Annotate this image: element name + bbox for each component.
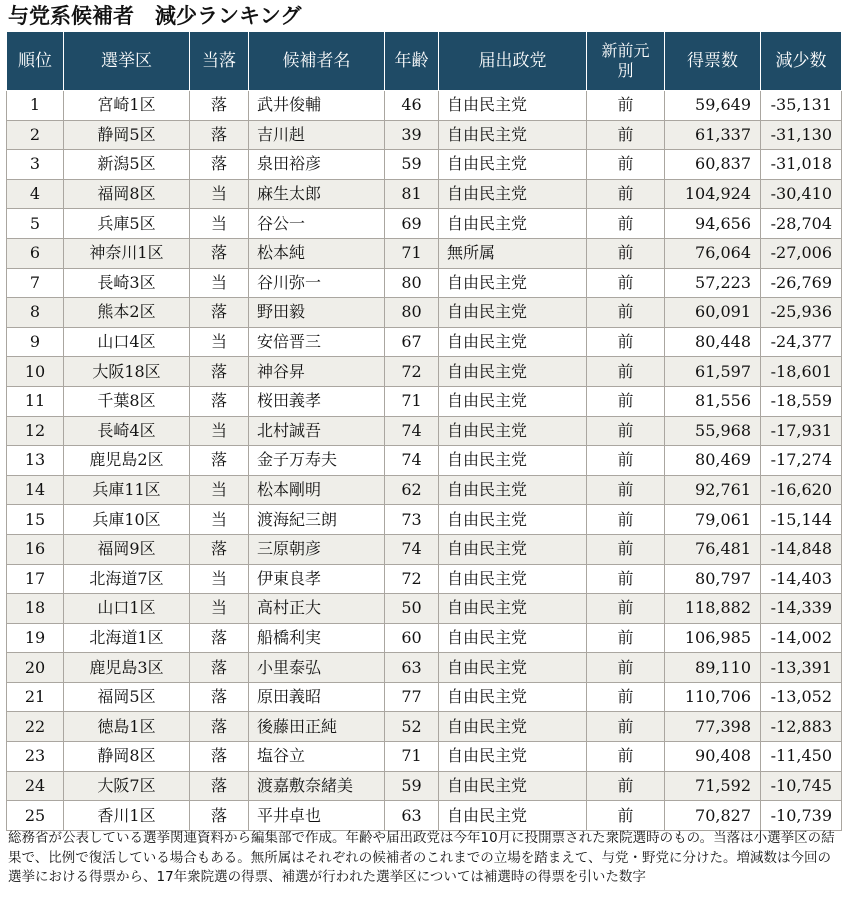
age-cell: 80 xyxy=(385,268,439,298)
status-cell: 前 xyxy=(587,505,665,535)
table-row xyxy=(7,682,842,712)
rank-cell: 9 xyxy=(7,327,64,357)
decrease-cell: -35,131 xyxy=(761,91,842,121)
header-votes: 得票数 xyxy=(665,32,761,91)
status-cell: 前 xyxy=(587,179,665,209)
table-row xyxy=(7,120,842,150)
votes-cell: 71,592 xyxy=(665,771,761,801)
age-cell: 72 xyxy=(385,564,439,594)
age-cell: 74 xyxy=(385,446,439,476)
result-cell: 当 xyxy=(190,505,249,535)
decrease-cell: -24,377 xyxy=(761,327,842,357)
result-cell: 落 xyxy=(190,534,249,564)
rank-cell: 2 xyxy=(7,120,64,150)
table-row xyxy=(7,742,842,772)
decrease-cell: -10,745 xyxy=(761,771,842,801)
rank-cell: 17 xyxy=(7,564,64,594)
header-party: 届出政党 xyxy=(439,32,587,91)
status-cell: 前 xyxy=(587,475,665,505)
decrease-cell: -26,769 xyxy=(761,268,842,298)
table-row xyxy=(7,238,842,268)
candidate-cell: 平井卓也 xyxy=(249,801,385,831)
party-cell: 自由民主党 xyxy=(439,298,587,328)
candidate-cell: 北村誠吾 xyxy=(249,416,385,446)
district-cell: 北海道1区 xyxy=(64,623,190,653)
party-cell: 自由民主党 xyxy=(439,623,587,653)
table-row xyxy=(7,298,842,328)
rank-cell: 25 xyxy=(7,801,64,831)
votes-cell: 59,649 xyxy=(665,91,761,121)
district-cell: 鹿児島2区 xyxy=(64,446,190,476)
age-cell: 80 xyxy=(385,298,439,328)
status-cell: 前 xyxy=(587,534,665,564)
age-cell: 46 xyxy=(385,91,439,121)
decrease-cell: -27,006 xyxy=(761,238,842,268)
votes-cell: 60,091 xyxy=(665,298,761,328)
result-cell: 落 xyxy=(190,446,249,476)
age-cell: 63 xyxy=(385,801,439,831)
age-cell: 59 xyxy=(385,771,439,801)
candidate-cell: 吉川赳 xyxy=(249,120,385,150)
table-row xyxy=(7,594,842,624)
footnote: 総務省が公表している選挙関連資料から編集部で作成。年齢や届出政党は今年10月に投開票された衆院選時のもの。当落は小選挙区の結果で、比例で復活している場合もある。無所属はそれぞれの候補者のこれまでの立場を踏まえて、与党・野党に分けた。増減数は今回の選挙における得票から、17年衆院選の得票、補選が行われた選挙区については補選時の得票を引いた数字 xyxy=(8,830,835,885)
district-cell: 静岡5区 xyxy=(64,120,190,150)
result-cell: 落 xyxy=(190,712,249,742)
decrease-cell: -11,450 xyxy=(761,742,842,772)
votes-cell: 80,448 xyxy=(665,327,761,357)
votes-cell: 106,985 xyxy=(665,623,761,653)
party-cell: 自由民主党 xyxy=(439,564,587,594)
status-cell: 前 xyxy=(587,357,665,387)
age-cell: 50 xyxy=(385,594,439,624)
district-cell: 鹿児島3区 xyxy=(64,653,190,683)
result-cell: 当 xyxy=(190,327,249,357)
district-cell: 福岡8区 xyxy=(64,179,190,209)
votes-cell: 57,223 xyxy=(665,268,761,298)
page-title: 与党系候補者 減少ランキング xyxy=(8,4,302,28)
decrease-cell: -14,002 xyxy=(761,623,842,653)
age-cell: 71 xyxy=(385,386,439,416)
votes-cell: 60,837 xyxy=(665,150,761,180)
decrease-cell: -31,018 xyxy=(761,150,842,180)
header-candidate: 候補者名 xyxy=(249,32,385,91)
age-cell: 63 xyxy=(385,653,439,683)
decrease-cell: -25,936 xyxy=(761,298,842,328)
status-cell: 前 xyxy=(587,742,665,772)
rank-cell: 1 xyxy=(7,91,64,121)
age-cell: 62 xyxy=(385,475,439,505)
status-cell: 前 xyxy=(587,564,665,594)
district-cell: 福岡9区 xyxy=(64,534,190,564)
district-cell: 宮崎1区 xyxy=(64,91,190,121)
candidate-cell: 松本剛明 xyxy=(249,475,385,505)
district-cell: 神奈川1区 xyxy=(64,238,190,268)
table-row xyxy=(7,534,842,564)
rank-cell: 20 xyxy=(7,653,64,683)
status-cell: 前 xyxy=(587,91,665,121)
rank-cell: 18 xyxy=(7,594,64,624)
result-cell: 落 xyxy=(190,771,249,801)
result-cell: 落 xyxy=(190,357,249,387)
party-cell: 自由民主党 xyxy=(439,505,587,535)
votes-cell: 55,968 xyxy=(665,416,761,446)
party-cell: 無所属 xyxy=(439,238,587,268)
header-decrease: 減少数 xyxy=(761,32,842,91)
age-cell: 60 xyxy=(385,623,439,653)
result-cell: 当 xyxy=(190,179,249,209)
age-cell: 77 xyxy=(385,682,439,712)
rank-cell: 16 xyxy=(7,534,64,564)
age-cell: 73 xyxy=(385,505,439,535)
votes-cell: 80,797 xyxy=(665,564,761,594)
party-cell: 自由民主党 xyxy=(439,446,587,476)
votes-cell: 61,597 xyxy=(665,357,761,387)
table-row xyxy=(7,446,842,476)
decrease-cell: -18,559 xyxy=(761,386,842,416)
result-cell: 落 xyxy=(190,682,249,712)
votes-cell: 104,924 xyxy=(665,179,761,209)
age-cell: 52 xyxy=(385,712,439,742)
decrease-cell: -30,410 xyxy=(761,179,842,209)
rank-cell: 10 xyxy=(7,357,64,387)
district-cell: 千葉8区 xyxy=(64,386,190,416)
district-cell: 徳島1区 xyxy=(64,712,190,742)
candidate-cell: 桜田義孝 xyxy=(249,386,385,416)
decrease-cell: -14,403 xyxy=(761,564,842,594)
header-status: 新前元別 xyxy=(587,32,665,91)
candidate-cell: 谷公一 xyxy=(249,209,385,239)
status-cell: 前 xyxy=(587,327,665,357)
votes-cell: 90,408 xyxy=(665,742,761,772)
rank-cell: 7 xyxy=(7,268,64,298)
table-row xyxy=(7,801,842,831)
status-cell: 前 xyxy=(587,446,665,476)
party-cell: 自由民主党 xyxy=(439,120,587,150)
party-cell: 自由民主党 xyxy=(439,91,587,121)
party-cell: 自由民主党 xyxy=(439,771,587,801)
rank-cell: 12 xyxy=(7,416,64,446)
result-cell: 落 xyxy=(190,623,249,653)
result-cell: 落 xyxy=(190,801,249,831)
district-cell: 長崎4区 xyxy=(64,416,190,446)
party-cell: 自由民主党 xyxy=(439,534,587,564)
age-cell: 69 xyxy=(385,209,439,239)
result-cell: 落 xyxy=(190,91,249,121)
party-cell: 自由民主党 xyxy=(439,150,587,180)
rank-cell: 13 xyxy=(7,446,64,476)
candidate-cell: 高村正大 xyxy=(249,594,385,624)
votes-cell: 81,556 xyxy=(665,386,761,416)
decrease-cell: -17,931 xyxy=(761,416,842,446)
party-cell: 自由民主党 xyxy=(439,801,587,831)
result-cell: 落 xyxy=(190,150,249,180)
table-row xyxy=(7,209,842,239)
result-cell: 当 xyxy=(190,416,249,446)
district-cell: 香川1区 xyxy=(64,801,190,831)
age-cell: 39 xyxy=(385,120,439,150)
district-cell: 兵庫11区 xyxy=(64,475,190,505)
decrease-cell: -12,883 xyxy=(761,712,842,742)
rank-cell: 5 xyxy=(7,209,64,239)
district-cell: 熊本2区 xyxy=(64,298,190,328)
header-district: 選挙区 xyxy=(64,32,190,91)
age-cell: 71 xyxy=(385,238,439,268)
age-cell: 72 xyxy=(385,357,439,387)
party-cell: 自由民主党 xyxy=(439,653,587,683)
result-cell: 当 xyxy=(190,594,249,624)
status-cell: 前 xyxy=(587,386,665,416)
result-cell: 当 xyxy=(190,564,249,594)
result-cell: 当 xyxy=(190,209,249,239)
header-rank: 順位 xyxy=(7,32,64,91)
status-cell: 前 xyxy=(587,120,665,150)
votes-cell: 61,337 xyxy=(665,120,761,150)
age-cell: 59 xyxy=(385,150,439,180)
status-cell: 前 xyxy=(587,771,665,801)
rank-cell: 15 xyxy=(7,505,64,535)
status-cell: 前 xyxy=(587,150,665,180)
result-cell: 落 xyxy=(190,120,249,150)
party-cell: 自由民主党 xyxy=(439,386,587,416)
status-cell: 前 xyxy=(587,268,665,298)
candidate-cell: 伊東良孝 xyxy=(249,564,385,594)
table-row xyxy=(7,653,842,683)
decrease-cell: -31,130 xyxy=(761,120,842,150)
decrease-cell: -14,848 xyxy=(761,534,842,564)
table-row xyxy=(7,475,842,505)
district-cell: 福岡5区 xyxy=(64,682,190,712)
rank-cell: 8 xyxy=(7,298,64,328)
result-cell: 落 xyxy=(190,653,249,683)
rank-cell: 22 xyxy=(7,712,64,742)
rank-cell: 21 xyxy=(7,682,64,712)
result-cell: 落 xyxy=(190,238,249,268)
party-cell: 自由民主党 xyxy=(439,475,587,505)
header-result: 当落 xyxy=(190,32,249,91)
table-row xyxy=(7,416,842,446)
table-row xyxy=(7,386,842,416)
district-cell: 新潟5区 xyxy=(64,150,190,180)
party-cell: 自由民主党 xyxy=(439,268,587,298)
table-row xyxy=(7,564,842,594)
candidate-cell: 谷川弥一 xyxy=(249,268,385,298)
party-cell: 自由民主党 xyxy=(439,594,587,624)
rank-cell: 14 xyxy=(7,475,64,505)
status-cell: 前 xyxy=(587,653,665,683)
party-cell: 自由民主党 xyxy=(439,357,587,387)
age-cell: 71 xyxy=(385,742,439,772)
age-cell: 74 xyxy=(385,416,439,446)
decrease-cell: -16,620 xyxy=(761,475,842,505)
candidate-cell: 武井俊輔 xyxy=(249,91,385,121)
status-cell: 前 xyxy=(587,623,665,653)
party-cell: 自由民主党 xyxy=(439,712,587,742)
candidate-cell: 原田義昭 xyxy=(249,682,385,712)
rank-cell: 4 xyxy=(7,179,64,209)
votes-cell: 70,827 xyxy=(665,801,761,831)
candidate-cell: 神谷昇 xyxy=(249,357,385,387)
votes-cell: 118,882 xyxy=(665,594,761,624)
candidate-cell: 麻生太郎 xyxy=(249,179,385,209)
ranking-table xyxy=(6,31,842,831)
rank-cell: 24 xyxy=(7,771,64,801)
district-cell: 北海道7区 xyxy=(64,564,190,594)
votes-cell: 92,761 xyxy=(665,475,761,505)
rank-cell: 3 xyxy=(7,150,64,180)
district-cell: 山口1区 xyxy=(64,594,190,624)
result-cell: 当 xyxy=(190,475,249,505)
votes-cell: 94,656 xyxy=(665,209,761,239)
status-cell: 前 xyxy=(587,712,665,742)
rank-cell: 6 xyxy=(7,238,64,268)
party-cell: 自由民主党 xyxy=(439,416,587,446)
status-cell: 前 xyxy=(587,594,665,624)
candidate-cell: 金子万寿夫 xyxy=(249,446,385,476)
table-row xyxy=(7,505,842,535)
age-cell: 67 xyxy=(385,327,439,357)
party-cell: 自由民主党 xyxy=(439,327,587,357)
age-cell: 74 xyxy=(385,534,439,564)
result-cell: 落 xyxy=(190,742,249,772)
district-cell: 山口4区 xyxy=(64,327,190,357)
status-cell: 前 xyxy=(587,416,665,446)
table-row xyxy=(7,623,842,653)
party-cell: 自由民主党 xyxy=(439,742,587,772)
candidate-cell: 後藤田正純 xyxy=(249,712,385,742)
status-cell: 前 xyxy=(587,238,665,268)
candidate-cell: 小里泰弘 xyxy=(249,653,385,683)
table-row xyxy=(7,357,842,387)
votes-cell: 76,064 xyxy=(665,238,761,268)
votes-cell: 76,481 xyxy=(665,534,761,564)
table-row xyxy=(7,268,842,298)
decrease-cell: -13,391 xyxy=(761,653,842,683)
votes-cell: 77,398 xyxy=(665,712,761,742)
result-cell: 落 xyxy=(190,298,249,328)
decrease-cell: -14,339 xyxy=(761,594,842,624)
party-cell: 自由民主党 xyxy=(439,682,587,712)
votes-cell: 110,706 xyxy=(665,682,761,712)
votes-cell: 80,469 xyxy=(665,446,761,476)
status-cell: 前 xyxy=(587,209,665,239)
decrease-cell: -13,052 xyxy=(761,682,842,712)
candidate-cell: 三原朝彦 xyxy=(249,534,385,564)
table-row xyxy=(7,150,842,180)
status-cell: 前 xyxy=(587,682,665,712)
candidate-cell: 船橋利実 xyxy=(249,623,385,653)
candidate-cell: 泉田裕彦 xyxy=(249,150,385,180)
table-header-row xyxy=(7,32,842,91)
candidate-cell: 松本純 xyxy=(249,238,385,268)
status-cell: 前 xyxy=(587,801,665,831)
votes-cell: 89,110 xyxy=(665,653,761,683)
candidate-cell: 安倍晋三 xyxy=(249,327,385,357)
result-cell: 落 xyxy=(190,386,249,416)
table-body xyxy=(7,91,842,831)
candidate-cell: 野田毅 xyxy=(249,298,385,328)
district-cell: 長崎3区 xyxy=(64,268,190,298)
district-cell: 大阪7区 xyxy=(64,771,190,801)
decrease-cell: -18,601 xyxy=(761,357,842,387)
result-cell: 当 xyxy=(190,268,249,298)
decrease-cell: -15,144 xyxy=(761,505,842,535)
district-cell: 大阪18区 xyxy=(64,357,190,387)
candidate-cell: 塩谷立 xyxy=(249,742,385,772)
table-row xyxy=(7,771,842,801)
rank-cell: 11 xyxy=(7,386,64,416)
rank-cell: 19 xyxy=(7,623,64,653)
decrease-cell: -17,274 xyxy=(761,446,842,476)
age-cell: 81 xyxy=(385,179,439,209)
status-cell: 前 xyxy=(587,298,665,328)
candidate-cell: 渡嘉敷奈緒美 xyxy=(249,771,385,801)
table-row xyxy=(7,327,842,357)
header-age: 年齢 xyxy=(385,32,439,91)
candidate-cell: 渡海紀三朗 xyxy=(249,505,385,535)
district-cell: 静岡8区 xyxy=(64,742,190,772)
table-row xyxy=(7,179,842,209)
district-cell: 兵庫10区 xyxy=(64,505,190,535)
decrease-cell: -28,704 xyxy=(761,209,842,239)
rank-cell: 23 xyxy=(7,742,64,772)
party-cell: 自由民主党 xyxy=(439,209,587,239)
votes-cell: 79,061 xyxy=(665,505,761,535)
table-row xyxy=(7,712,842,742)
district-cell: 兵庫5区 xyxy=(64,209,190,239)
party-cell: 自由民主党 xyxy=(439,179,587,209)
decrease-cell: -10,739 xyxy=(761,801,842,831)
table-row xyxy=(7,91,842,121)
